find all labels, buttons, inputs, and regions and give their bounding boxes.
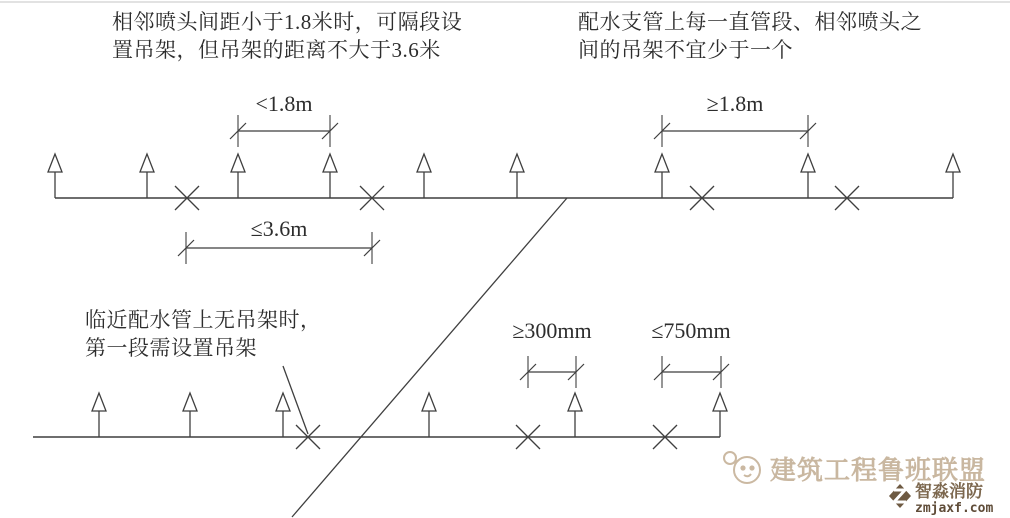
sprinkler-head-icon xyxy=(323,154,337,172)
sprinkler-head-icon xyxy=(946,154,960,172)
sprinkler-head-icon xyxy=(276,393,290,411)
sprinkler-head-icon xyxy=(48,154,62,172)
sprinkler-head-icon xyxy=(568,393,582,411)
note-line: 间的吊架不宜少于一个 xyxy=(578,38,793,62)
zhimiao-diamond-icon xyxy=(888,483,912,509)
note-line: 相邻喷头间距小于1.8米时，可隔段设 xyxy=(112,10,463,34)
sub-brand-name: 智淼消防 xyxy=(915,482,983,501)
note-line: 第一段需设置吊架 xyxy=(85,336,257,360)
note-line: 临近配水管上无吊架时， xyxy=(85,308,322,332)
note-bottom-left xyxy=(85,306,322,362)
dimension-label: ≤3.6m xyxy=(250,216,308,241)
sprinkler-head-icon xyxy=(231,154,245,172)
dimension-label: ≥1.8m xyxy=(706,91,764,116)
distribution-pipe-diagonal xyxy=(292,198,567,517)
note-top-right xyxy=(578,8,922,64)
dimension-label: ≥300mm xyxy=(512,318,592,343)
sprinkler-head-icon xyxy=(655,154,669,172)
zhimiao-logo xyxy=(888,483,993,515)
website-url: zmjaxf.com xyxy=(915,501,994,516)
sprinkler-head-icon xyxy=(510,154,524,172)
dimension-label: <1.8m xyxy=(255,91,313,116)
sprinkler-head-icon xyxy=(713,393,727,411)
sprinkler-head-icon xyxy=(140,154,154,172)
brand-name: 建筑工程鲁班联盟 xyxy=(770,455,987,485)
note-top-left xyxy=(112,8,462,64)
sprinkler-head-icon xyxy=(417,154,431,172)
sprinkler-head-icon xyxy=(92,393,106,411)
note-line: 配水支管上每一直管段、相邻喷头之 xyxy=(578,10,922,34)
leader-line xyxy=(283,366,308,434)
luban-mascot-icon xyxy=(720,448,764,488)
note-line: 置吊架，但吊架的距离不大于3.6米 xyxy=(112,38,441,62)
sprinkler-head-icon xyxy=(801,154,815,172)
sprinkler-head-icon xyxy=(422,393,436,411)
dimension-label: ≤750mm xyxy=(651,318,731,343)
sprinkler-head-icon xyxy=(183,393,197,411)
